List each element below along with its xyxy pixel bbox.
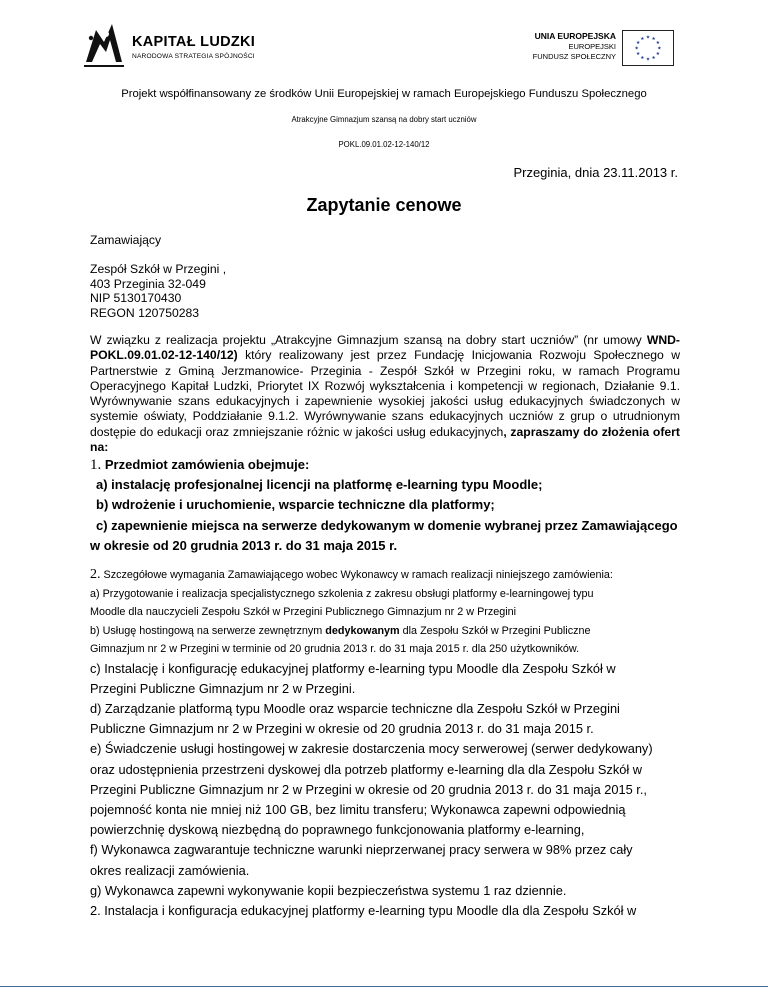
section-2-number: 2. [90,567,101,582]
cofinance-statement: Projekt współfinansowany ze środków Unii Europejskiej w ramach Europejskiego Funduszu Społecznego [121,88,647,100]
svg-text:★: ★ [645,57,651,63]
list-item: c) zapewnienie miejsca na serwerze dedykowanym w domenie wybranej przez Zamawiającego [96,517,678,533]
section-1-number: 1. [90,457,102,473]
list-item: w okresie od 20 grudnia 2013 r. do 31 maja 2015 r. [90,537,398,553]
requirement-text: b) Usługę hostingową na serwerze zewnętrznym [90,624,326,637]
svg-text:★: ★ [651,36,656,42]
contract-number: WND-POKL.09.01.02-12-140/12) [90,333,680,363]
invitation-text: , zapraszamy do złożenia ofert na: [90,424,680,455]
address-line: 403 Przeginia 32-049 [90,276,206,291]
document-date: Przeginia, dnia 23.11.2013 r. [513,165,678,180]
requirement-line: 2. Instalacja i konfiguracja edukacyjnej platformy e-learning typu Moodle dla dla Zespołu Szkół w [90,902,637,918]
kl-logo-subtitle: NARODOWA STRATEGIA SPÓJNOŚCI [132,53,255,60]
requirement-line: oraz udostępnienia przestrzeni dyskowej dla potrzeb platformy e-learning dla dla Zespołu Szkół w [90,761,642,777]
eu-logo-line1: UNIA EUROPEJSKA [534,31,616,41]
requirement-line: d) Zarządzanie platformą typu Moodle oraz wsparcie techniczne dla Zespołu Szkół w Przegini [90,700,620,716]
svg-text:★: ★ [635,52,641,58]
requirement-line: pojemność konta nie mniej niż 100 GB, bez limitu transferu; Wykonawca zapewni odpowiednią [90,801,626,817]
section-2 [90,566,690,921]
section-1-heading [90,455,690,475]
requirement-bold: dedykowanym [325,624,400,637]
intro-paragraph [90,333,680,455]
kapital-ludzki-mark-icon [82,22,126,68]
kapital-ludzki-logo [82,22,272,72]
section-1-title: Przedmiot zamówienia obejmuje: [104,457,310,472]
ordering-party-label: Zamawiający [90,233,162,247]
requirement-line: f) Wykonawca zagwarantuje techniczne warunki nieprzerwanej pracy serwera w 98% przez cały [90,842,633,858]
requirement-line [90,622,690,641]
requirement-line: powierzchnię dyskową niezbędną do poprawnego funkcjonowania platformy e-learning, [90,822,585,838]
svg-text:★: ★ [634,46,639,52]
eu-logo-line3: FUNDUSZ SPOŁECZNY [532,52,616,61]
address-line: Zespół Szkół w Przegini , [90,262,227,276]
eu-logo [516,30,674,70]
svg-text:★: ★ [655,40,661,46]
requirement-line: Przegini Publiczne Gimnazjum nr 2 w Przegini w okresie od 20 grudnia 2013 r. do 31 maja 2015 r., [90,781,647,797]
list-item: a) instalację profesjonalnej licencji na platformę e-learning typu Moodle; [96,477,543,493]
svg-text:★: ★ [635,40,641,46]
kl-logo-title: KAPITAŁ LUDZKI [132,34,256,50]
address-line: REGON 120750283 [90,305,200,320]
address-line: NIP 5130170430 [90,291,182,305]
svg-text:★: ★ [640,55,645,61]
svg-text:★: ★ [657,46,662,52]
section-2-heading [90,566,690,585]
requirement-line: okres realizacji zamówienia. [90,862,250,878]
intro-text-b: który realizowany jest przez Fundację Inicjowania Rozwoju Społecznego w Partnerstwie z Gminą Jerzmanowice- Przeginia - Zespół Szkół w Przegini roku, w ramach Programu Operacyjnego Kapitał Ludzki, Priorytet IX Rozwój wykształcenia i kompetencji w regionach, Działanie 9.1. Wyrównywanie szans edukacyjnych i zapewnienie wysokiej jakości usług edukacyjnych świadczonych w systemie oświaty, Poddziałanie 9.1.2. Wyrównywanie szans edukacyjnych uczniów z grup o utrudnionym dostępie do edukacji oraz zmniejszanie różnic w jakości usług edukacyjnych [90,348,680,439]
requirement-line: Moodle dla nauczycieli Zespołu Szkół w Przegini Publicznego Gimnazjum nr 2 w Przegini [90,606,517,618]
svg-text:★: ★ [640,36,645,42]
requirement-text: dla Zespołu Szkół w Przegini Publiczne [399,624,591,637]
svg-text:★: ★ [655,52,661,58]
eu-flag-icon [622,30,674,66]
document-title: Zapytanie cenowe [306,195,462,215]
requirement-line: Publiczne Gimnazjum nr 2 w Przegini w okresie od 20 grudnia 2013 r. do 31 maja 2015 r. [90,721,594,737]
section-2-title: Szczegółowe wymagania Zamawiającego wobec Wykonawcy w ramach realizacji niniejszego zamówienia: [103,569,613,581]
footer-rule [0,986,768,987]
requirement-line: Przegini Publiczne Gimnazjum nr 2 w Przegini. [90,680,356,696]
requirement-line: c) Instalację i konfigurację edukacyjnej platformy e-learning typu Moodle dla Zespołu Szkół w [90,660,616,676]
section-1 [90,455,690,556]
eu-logo-line2: EUROPEJSKI [568,42,616,51]
requirement-line: e) Świadczenie usługi hostingowej w zakresie dostarczenia mocy serwerowej (serwer dedykowany) [90,741,653,757]
project-code: POKL.09.01.02-12-140/12 [338,140,430,149]
project-name: Atrakcyjne Gimnazjum szansą na dobry start uczniów [291,115,477,124]
requirement-line: Gimnazjum nr 2 w Przegini w terminie od 20 grudnia 2013 r. do 31 maja 2015 r. dla 250 użytkowników. [90,643,580,655]
svg-text:★: ★ [645,35,651,41]
svg-text:★: ★ [651,55,656,61]
requirement-line: g) Wykonawca zapewni wykonywanie kopii bezpieczeństwa systemu 1 raz dziennie. [90,882,567,898]
list-item: b) wdrożenie i uruchomienie, wsparcie techniczne dla platformy; [96,497,495,513]
requirement-line: a) Przygotowanie i realizacja specjalistycznego szkolenia z zakresu obsługi platformy e-learningowej typu [90,587,594,600]
intro-text-a: W związku z realizacja projektu „Atrakcyjne Gimnazjum szansą na dobry start uczniów” (nr umowy [90,333,647,347]
ordering-party-address [90,262,226,320]
